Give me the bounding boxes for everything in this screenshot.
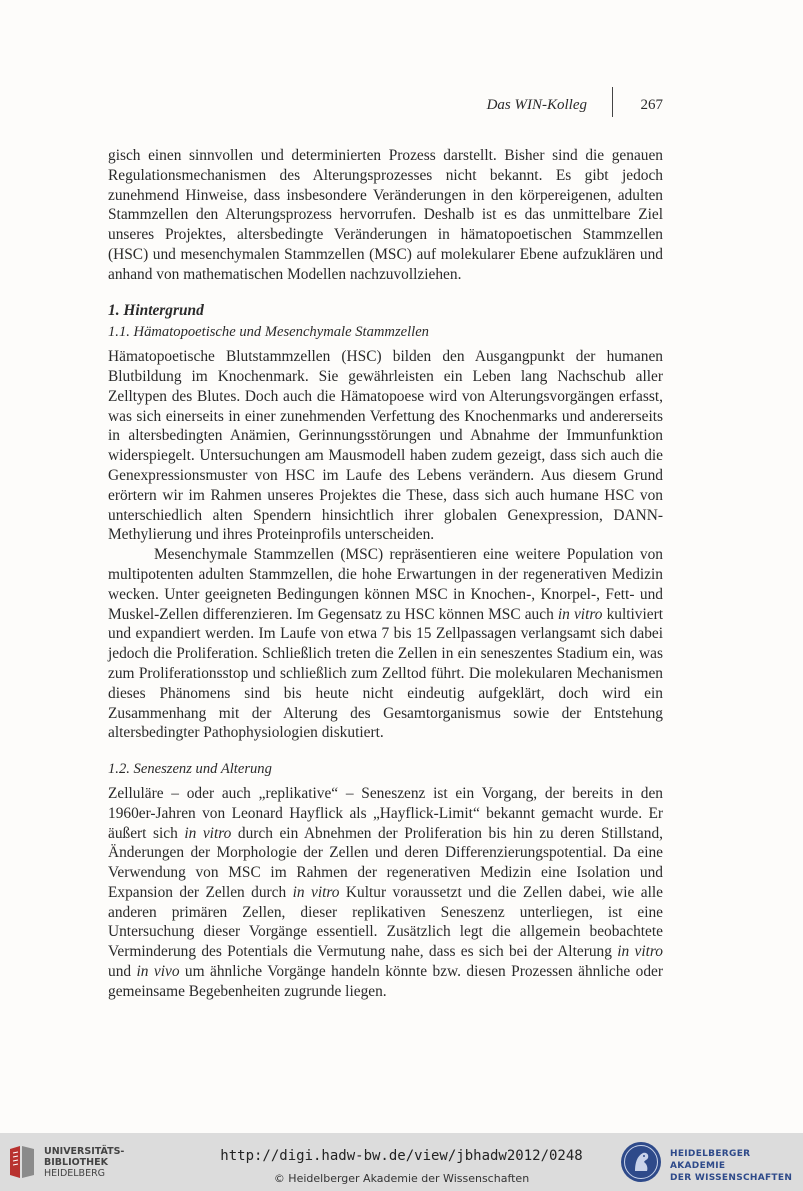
italic-term: in vivo [136, 963, 180, 981]
text-run: um ähnliche Vorgänge handeln könnte bzw. diesen Prozessen ähnliche oder gemeinsame Begebenheiten zugrunde liegen. [108, 963, 663, 1000]
paragraph-seneszenz [108, 784, 663, 1002]
page-number: 267 [640, 97, 663, 113]
body-text [108, 146, 663, 1002]
academy-line-1: HEIDELBERGER AKADEMIE [670, 1149, 751, 1171]
academy-name [670, 1148, 803, 1184]
permalink-url[interactable]: http://digi.hadw-bw.de/view/jbhadw2012/0248 [220, 1148, 583, 1164]
paragraph-hsc: Hämatopoetische Blutstammzellen (HSC) bilden den Ausgangpunkt der humanen Blutbildung im Knochenmark. Sie gewährleisten ein Leben lang Nachschub aller Zelltypen des Blutes. Doch auch die Hämatopoese wird von Alterungsvorgängen erfasst, was sich einerseits in einer zunehmenden Verfettung des Knochenmarks und andererseits in altersbedingten Anämien, Gerinnungsstörungen und Abnahme der Immunfunktion widerspiegelt. Untersuchungen am Mausmodell haben zudem gezeigt, dass sich auch die Genexpressionsmuster von HSC im Laufe des Lebens verändern. Aus diesem Grund erörtern wir im Rahmen unseres Projektes die These, dass sich auch humane HSC von unterschiedlich alten Spendern hinsichtlich ihrer globalen Genexpression, DANN-Methylierung und ihres Proteinprofils unterscheiden. [108, 348, 663, 544]
text-run: durch ein Abnehmen der Proliferation bis hin zu deren Stillstand, Änderungen der Morphologie der Zellen und deren Differenzierungspotential. Da eine Verwendung von MSC im Rahmen der regenerativen Medizin eine Isolation und Expansion der Zellen durch [108, 824, 663, 901]
copyright-notice: © Heidelberger Akademie der Wissenschaften [273, 1172, 530, 1185]
ub-line-1: UNIVERSITÄTS- [44, 1146, 125, 1157]
paragraph-msc [108, 545, 663, 743]
running-head-separator [612, 87, 613, 117]
academy-line-2: DER WISSENSCHAFTEN [670, 1173, 793, 1183]
text-run: kultiviert und expandiert werden. Im Laufe von etwa 7 bis 15 Zellpassagen verlangsamt sich dabei jedoch die Proliferation. Schließlich treten die Zellen in ein seneszentes Stadium ein, was zum Proliferationsstop und schließlich zum Zelltod führt. Die molekularen Mechanismen dieses Phänomens sind bis heute nicht eindeutig aufgeklärt, doch wird ein Zusammenhang mit der Alterung des Gesamtorganismus sowie der Entstehung altersbedingter Pathophysiologien diskutiert. [108, 605, 663, 742]
subsection-heading-stammzellen: 1.1. Hämatopoetische und Mesenchymale Stammzellen [108, 324, 429, 341]
running-head [108, 95, 663, 119]
italic-term: in vitro [557, 605, 603, 623]
text-run: und [108, 963, 137, 981]
italic-term: in vitro [184, 824, 232, 842]
text-run: Mesenchymale Stammzellen (MSC) repräsentieren eine weitere Population von multipotenten adulten Stammzellen, die hohe Erwartungen in der regenerativen Medizin wecken. Unter geeigneten Bedingungen können MSC in Knochen-, Knorpel-, Fett- und Muskel-Zellen differenzieren. Im Gegensatz zu HSC können MSC auch [108, 546, 663, 623]
section-heading-hintergrund: 1. Hintergrund [108, 301, 204, 319]
running-head-title: Das WIN-Kolleg [486, 97, 587, 113]
ub-line-2: BIBLIOTHEK [44, 1157, 108, 1168]
italic-term: in vitro [617, 943, 663, 961]
intro-paragraph: gisch einen sinnvollen und determinierten Prozess darstellt. Bisher sind die genauen Regulationsmechanismen des Alterungsprozesses nicht bekannt. Es gibt jedoch zunehmend Hinweise, dass insbesondere Veränderungen in den körpereigenen, adulten Stammzellen den Alterungsprozess hervorrufen. Deshalb ist es das unmittelbare Ziel unseres Projektes, altersbedingte Veränderungen in hämatopoetischen Stammzellen (HSC) und mesenchymalen Stammzellen (MSC) auf molekularer Ebene aufzuklären und anhand von mathematischen Modellen nachzuvollziehen. [108, 147, 663, 283]
italic-term: in vitro [292, 883, 340, 901]
text-run: Zelluläre – oder auch „replikative“ – Seneszenz ist ein Vorgang, der bereits in den 1960er-Jahren von Leonard Hayflick als „Hayflick-Limit“ bekannt gemacht wurde. Er äußert sich [108, 784, 663, 842]
academy-seal-icon [620, 1141, 662, 1183]
text-run: Kultur voraussetzt und die Zellen dabei, wie alle anderen primären Zellen, dieser replikativen Seneszenz unterliegen, ist eine Untersuchung dieser Vorgänge essentiell. Zusätzlich legt die allgemein beobachtete Verminderung des Potentials die Vermutung nahe, dass es sich bei der Alterung [108, 883, 664, 961]
subsection-heading-seneszenz: 1.2. Seneszenz und Alterung [108, 761, 272, 778]
ub-line-3: HEIDELBERG [44, 1168, 106, 1179]
digitization-footer [0, 1133, 803, 1191]
